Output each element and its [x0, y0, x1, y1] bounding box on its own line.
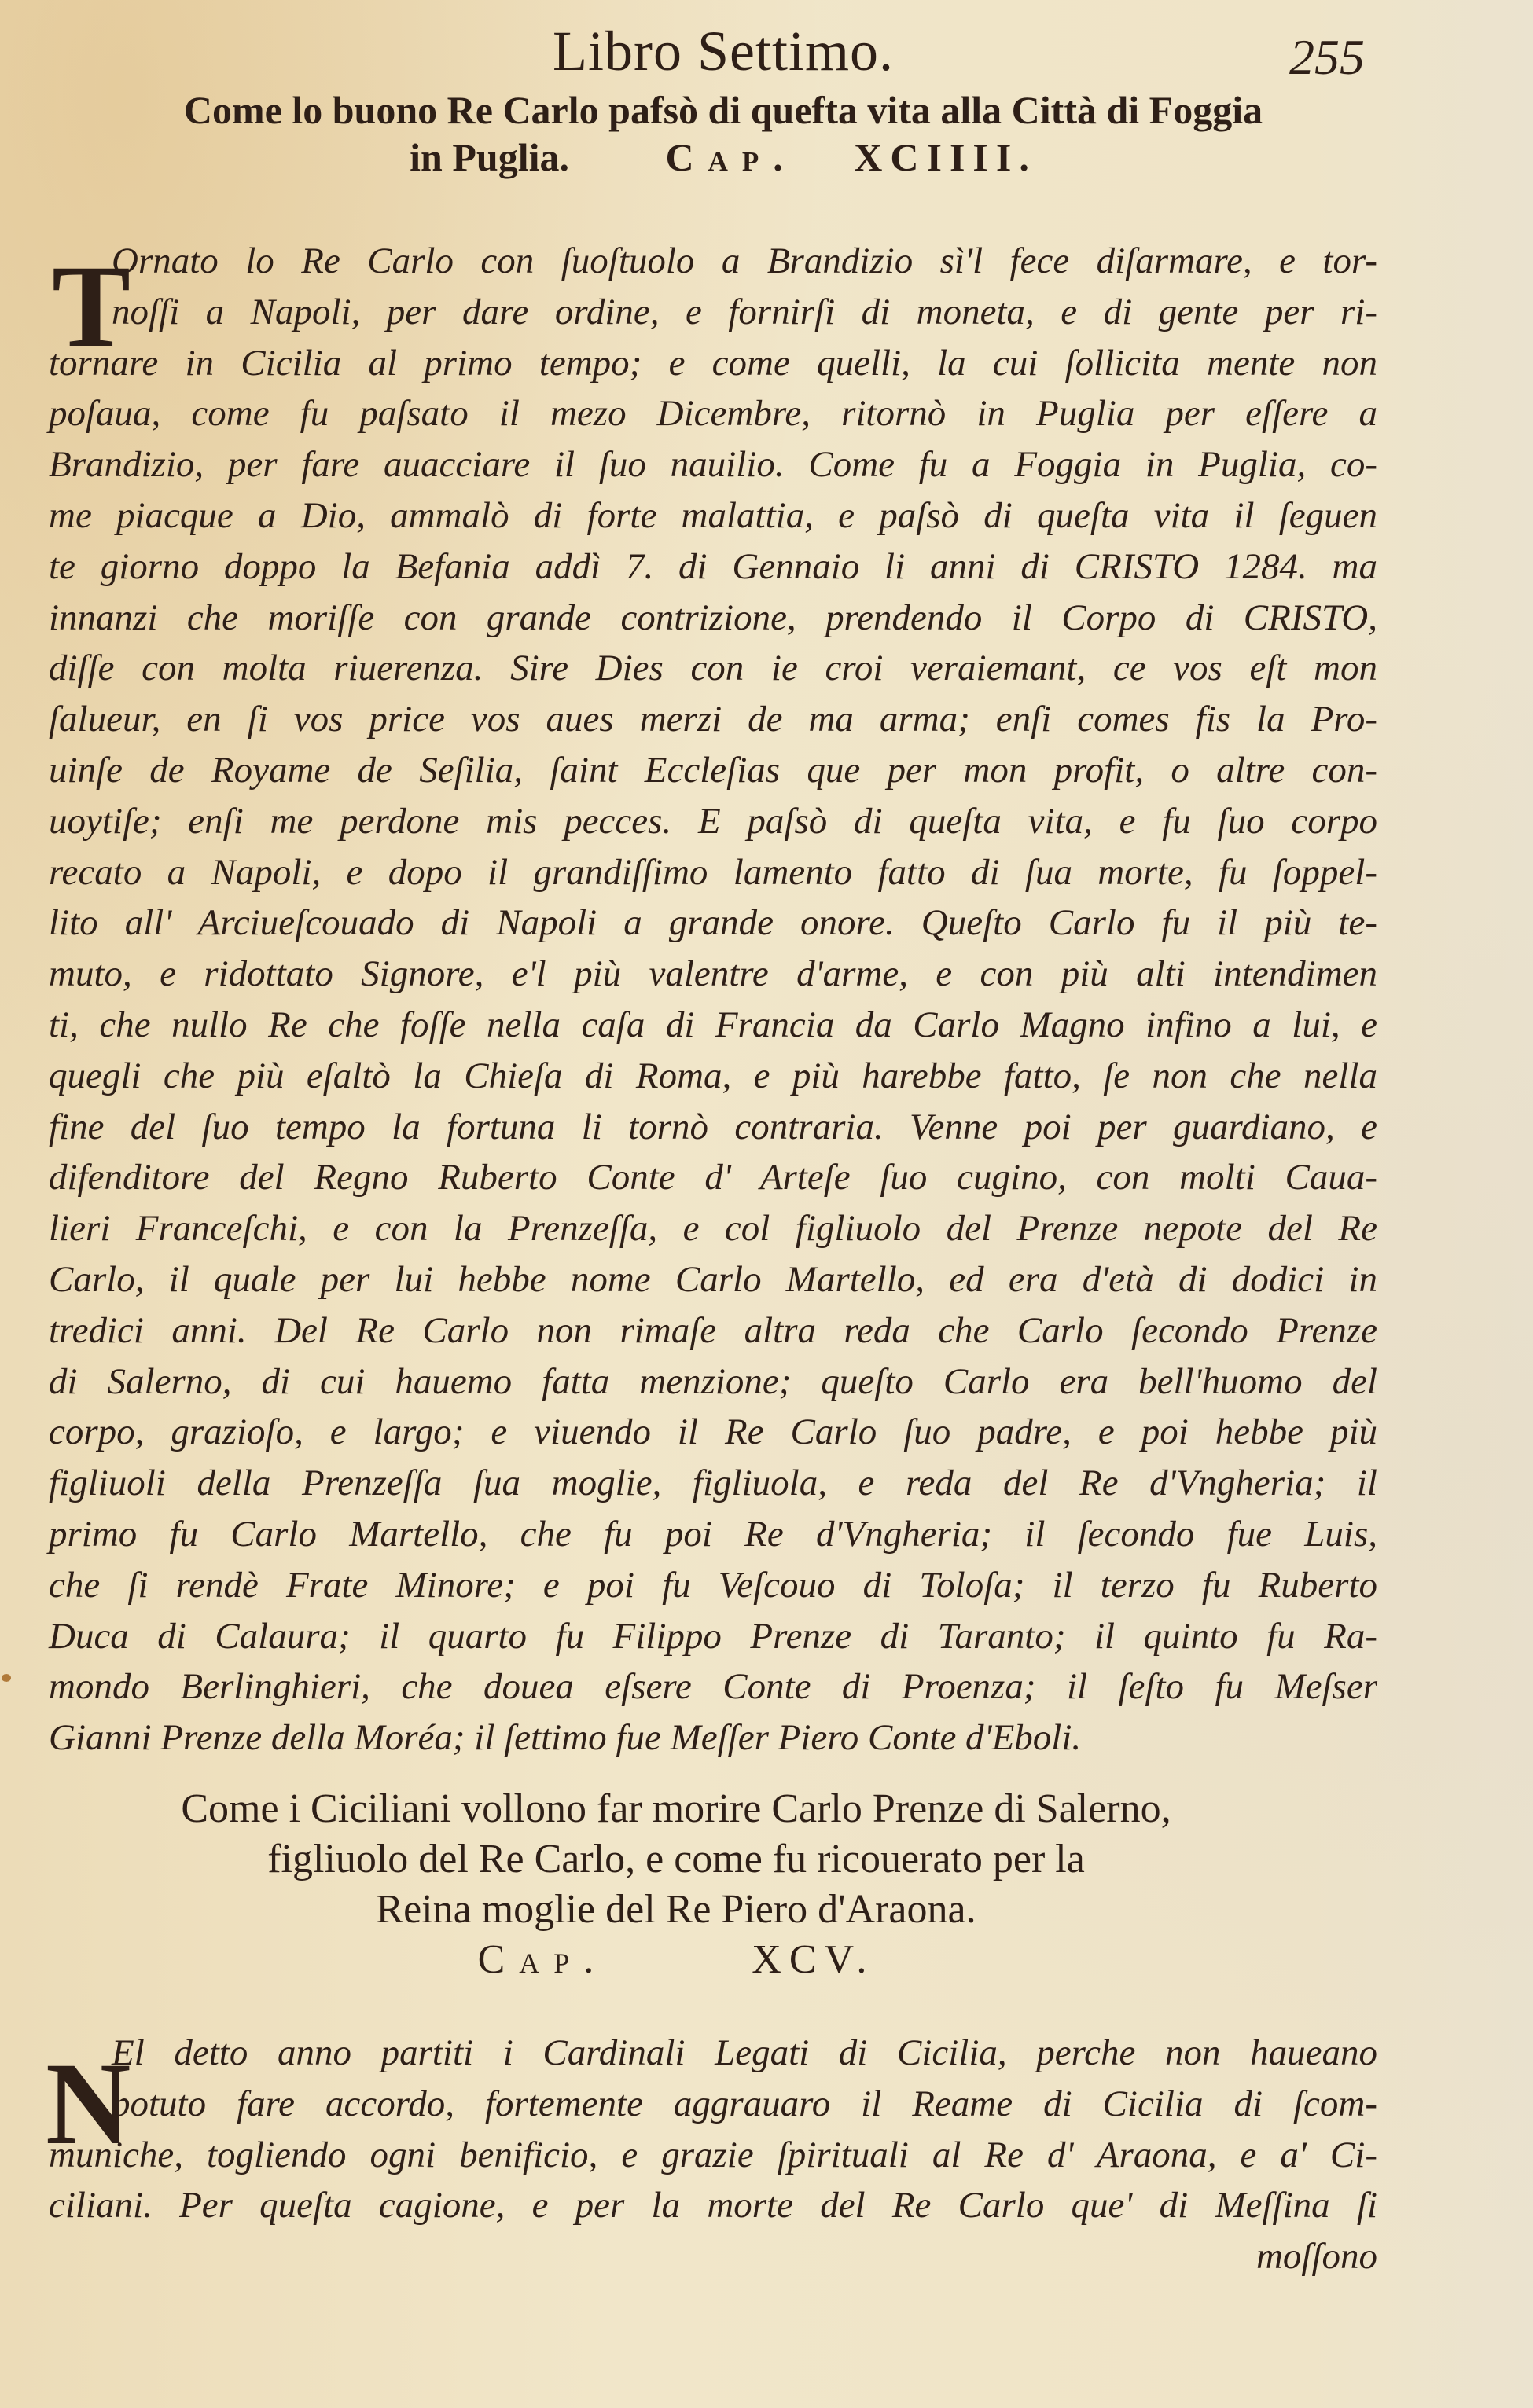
chapter-title-line: figliuolo del Re Carlo, e come fu ricouerato per la — [267, 1837, 1085, 1881]
text-line: Ornato lo Re Carlo con ſuoſtuolo a Brandizio sì'l fece diſarmare, e tor- — [112, 240, 1377, 281]
chapter-cap-number: XCV. — [752, 1937, 875, 1982]
text-line: figliuoli della Prenzeſſa ſua moglie, figliuola, e reda del Re d'Vngheria; il — [49, 1463, 1377, 1504]
text-line: ti, che nullo Re che foſſe nella caſa di Francia da Carlo Magno infino a lui, e — [49, 1004, 1377, 1045]
text-line: tornare in Cicilia al primo tempo; e come quelli, la cui ſollicita mente non — [49, 342, 1377, 384]
page-number: 255 — [1289, 29, 1365, 85]
chapter-cap-label: Cap. — [477, 1937, 608, 1982]
text-line: innanzi che moriſſe con grande contrizione, prendendo il Corpo di CRISTO, — [49, 596, 1377, 638]
chapter-cap-line — [39, 1935, 1313, 1985]
text-line: ciliani. Per queſta cagione, e per la morte del Re Carlo que' di Meſſina ſi — [49, 2185, 1377, 2226]
text-line: Brandizio, per fare auacciare il ſuo nauilio. Come fu a Foggia in Puglia, co- — [49, 444, 1377, 486]
text-line: me piacque a Dio, ammalò di forte malattia, e paſsò di queſta vita il ſeguen — [49, 494, 1377, 536]
text-line: poſaua, come fu paſsato il mezo Dicembre, ritornò in Puglia per eſſere a — [49, 393, 1377, 435]
chapter-heading-95 — [39, 1784, 1313, 1985]
chapter-title-tail: in Puglia. — [410, 135, 569, 179]
chapter-title-line: Come i Ciciliani vollono far morire Carlo Prenze di Salerno, — [181, 1786, 1171, 1831]
text-line: tredici anni. Del Re Carlo non rimaſe altra reda che Carlo ſecondo Prenze — [49, 1309, 1377, 1351]
chapter-title-line: Reina moglie del Re Piero d'Araona. — [376, 1887, 976, 1932]
catchword: moſſono — [1255, 2236, 1377, 2278]
text-line: Carlo, il quale per lui hebbe nome Carlo Martello, ed era d'età di dodici in — [49, 1258, 1377, 1300]
text-line: lieri Franceſchi, e con la Prenzeſſa, e col figliuolo del Prenze nepote del Re — [49, 1208, 1377, 1250]
drop-cap-initial: T — [52, 241, 131, 372]
text-line: corpo, grazioſo, e largo; e viuendo il Re Carlo ſuo padre, e poi hebbe più — [49, 1411, 1377, 1453]
drop-cap-initial: N — [46, 2039, 131, 2169]
text-line: fine del ſuo tempo la fortuna li tornò contraria. Venne poi per guardiano, e — [49, 1106, 1377, 1147]
text-line: lito all' Arciueſcouado di Napoli a grande onore. Queſto Carlo fu il più te- — [49, 902, 1377, 944]
running-head — [0, 16, 1533, 86]
text-line: ſalueur, en ſi vos price vos aues merzi de ma arma; enſi comes fis la Pro- — [49, 699, 1377, 740]
text-line: Duca di Calaura; il quarto fu Filippo Prenze di Taranto; il quinto fu Ra- — [49, 1615, 1377, 1657]
text-line: muniche, togliendo ogni benificio, e grazie ſpirituali al Re d' Araona, e a' Ci- — [49, 2134, 1377, 2175]
text-line: di Salerno, di cui hauemo fatta menzione; queſto Carlo era bell'huomo del — [49, 1360, 1377, 1402]
ink-stain — [2, 1674, 11, 1682]
text-line: muto, e ridottato Signore, e'l più valentre d'arme, e con più alti intendimen — [49, 953, 1377, 995]
chapter-title-line-2 — [47, 134, 1399, 181]
text-line: quegli che più eſaltò la Chieſa di Roma, e più harebbe fatto, ſe non che nella — [49, 1055, 1377, 1096]
text-line: primo fu Carlo Martello, che fu poi Re d'Vngheria; il ſecondo fue Luis, — [49, 1513, 1377, 1555]
text-line: te giorno doppo la Befania addì 7. di Gennaio li anni di CRISTO 1284. ma — [49, 545, 1377, 587]
text-line: Gianni Prenze della Moréa; il ſettimo fue Meſſer Piero Conte d'Eboli. — [49, 1717, 1082, 1759]
text-line: diſſe con molta riuerenza. Sire Dies con ie croi veraiemant, ce vos eſt mon — [49, 648, 1377, 689]
text-line: noſſi a Napoli, per dare ordine, e fornirſi di moneta, e di gente per ri- — [112, 291, 1377, 332]
text-line: mondo Berlinghieri, che douea eſsere Conte di Proenza; il ſeſto fu Meſser — [49, 1666, 1377, 1708]
text-line: potuto fare accordo, fortemente aggrauaro il Reame di Cicilia di ſcom- — [112, 2083, 1377, 2124]
text-line: uinſe de Royame de Seſilia, ſaint Eccleſias que per mon profit, o altre con- — [49, 749, 1377, 791]
text-line: uoytiſe; enſi me perdone mis pecces. E paſsò di queſta vita, e fu ſuo corpo — [49, 800, 1377, 842]
chapter-cap-label: Cap. — [665, 135, 797, 179]
text-line: recato a Napoli, e dopo il grandiſſimo lamento fatto di ſua morte, fu ſoppel- — [49, 851, 1377, 893]
chapter-cap-number: XCIIII. — [854, 135, 1037, 179]
chapter-title-line: Come lo buono Re Carlo pafsò di quefta vita alla Città di Foggia — [183, 88, 1263, 132]
chapter-heading-94 — [47, 86, 1399, 181]
text-line: che ſi rendè Frate Minore; e poi fu Veſcouo di Toloſa; il terzo fu Ruberto — [49, 1564, 1377, 1606]
chapter-95-body — [49, 2028, 1377, 2282]
chapter-94-body — [49, 236, 1377, 1764]
running-title: Libro Settimo. — [553, 20, 894, 83]
text-line: difenditore del Regno Ruberto Conte d' Arteſe ſuo cugino, con molti Caua- — [49, 1157, 1377, 1198]
text-line: El detto anno partiti i Cardinali Legati di Cicilia, perche non haueano — [112, 2032, 1377, 2073]
